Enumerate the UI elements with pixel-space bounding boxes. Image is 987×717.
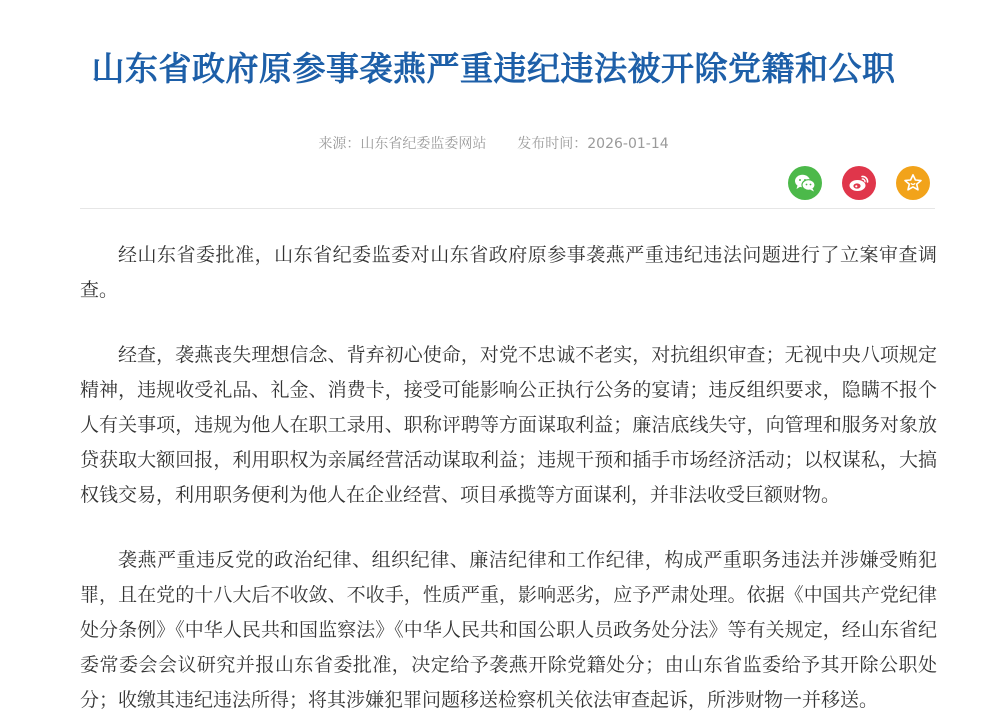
paragraph: 经山东省委批准，山东省纪委监委对山东省政府原参事袭燕严重违纪违法问题进行了立案审查调查。 (80, 244, 937, 301)
page-title: 山东省政府原参事袭燕严重违纪违法被开除党籍和公职 (91, 49, 896, 88)
favorite-button[interactable] (896, 166, 930, 200)
share-bar (788, 166, 930, 200)
wechat-share-button[interactable] (788, 166, 822, 200)
paragraph: 袭燕严重违反党的政治纪律、组织纪律、廉洁纪律和工作纪律，构成严重职务违法并涉嫌受贿犯罪，且在党的十八大后不收敛、不收手，性质严重，影响恶劣，应予严肃处理。依据《中国共产党纪律处分条例》《中华人民共和国监察法》《中华人民共和国公职人员政务处分法》等有关规定，经山东省纪委常委会会议研究并报山东省委批准，决定给予袭燕开除党籍处分；由山东省监委给予其开除公职处分；收缴其违纪违法所得；将其涉嫌犯罪问题移送检察机关依法审查起诉，所涉财物一并移送。 (80, 549, 937, 711)
publish-date: 2026-01-14 (587, 136, 669, 152)
wechat-icon (794, 173, 816, 193)
source-name: 山东省纪委监委网站 (360, 136, 487, 152)
star-icon (903, 173, 923, 193)
weibo-icon (848, 173, 870, 193)
source-label: 来源： (318, 136, 361, 152)
paragraph: 经查，袭燕丧失理想信念、背弃初心使命，对党不忠诚不老实，对抗组织审查；无视中央八项规定精神，违规收受礼品、礼金、消费卡，接受可能影响公正执行公务的宴请；违反组织要求，隐瞒不报个人有关事项，违规为他人在职工录用、职称评聘等方面谋取利益；廉洁底线失守，向管理和服务对象放贷获取大额回报，利用职权为亲属经营活动谋取利益；违规干预和插手市场经济活动；以权谋私，大搞权钱交易，利用职务便利为他人在企业经营、项目承揽等方面谋利，并非法收受巨额财物。 (80, 344, 937, 506)
divider (80, 208, 935, 209)
article-body (80, 238, 937, 717)
weibo-share-button[interactable] (842, 166, 876, 200)
date-label: 发布时间： (517, 136, 588, 152)
article-meta (0, 134, 987, 154)
